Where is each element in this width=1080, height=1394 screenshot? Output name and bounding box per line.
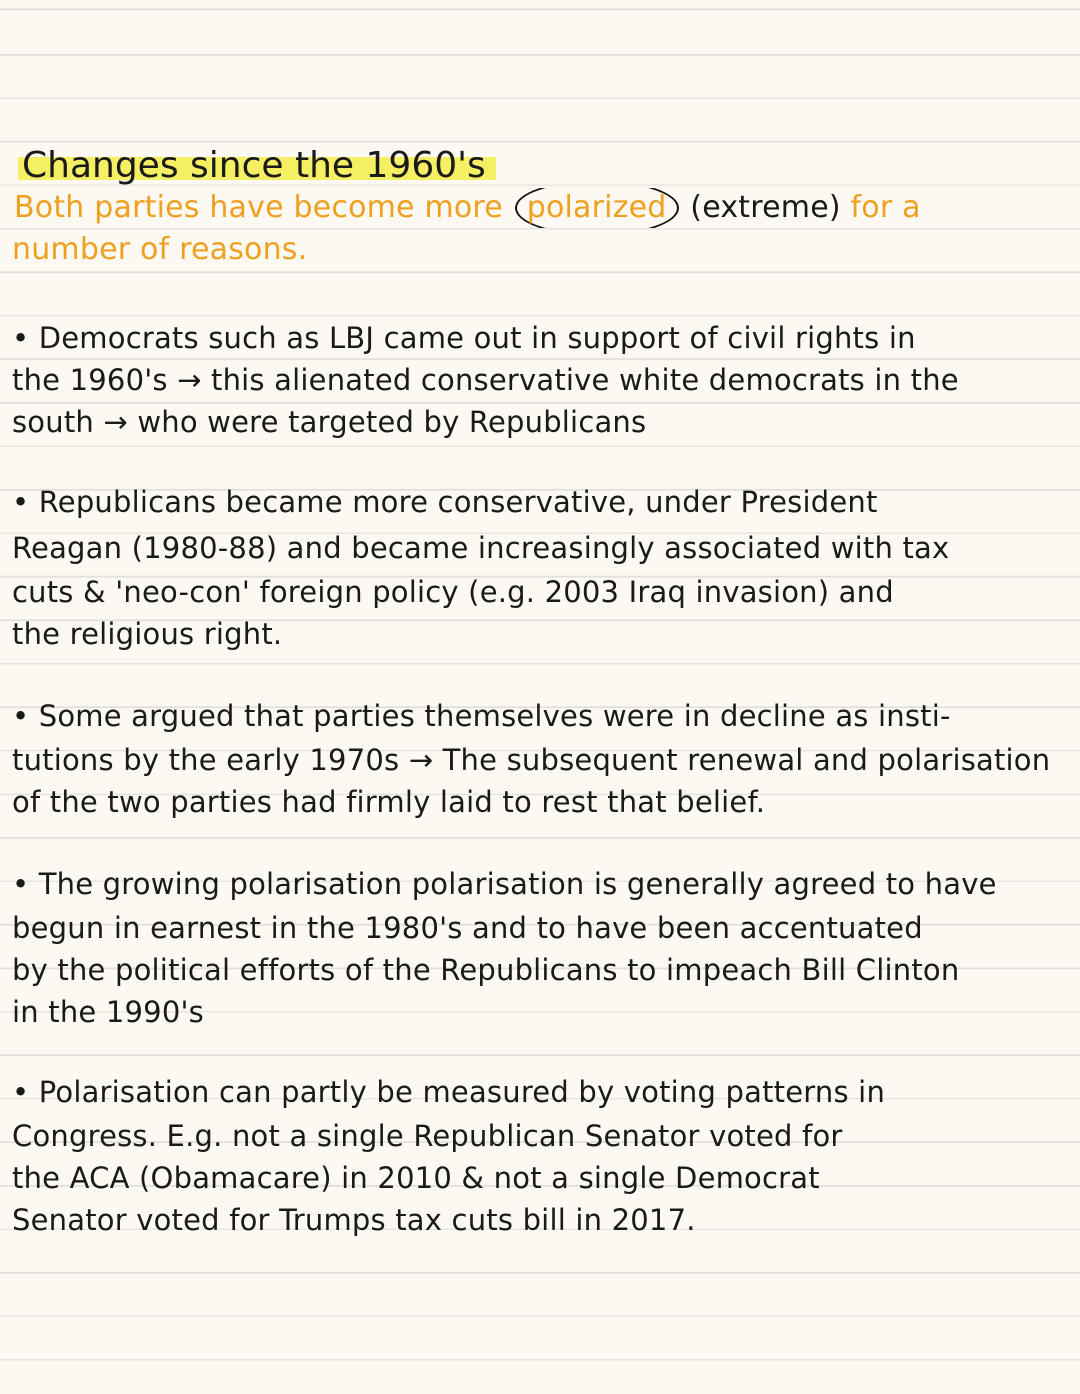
paragraph-5-line-4: Senator voted for Trumps tax cuts bill in 2017. <box>12 1203 696 1237</box>
paragraph-1-line-3: south → who were targeted by Republicans <box>12 405 647 439</box>
paragraph-2-line-2: Reagan (1980-88) and became increasingly associated with tax <box>12 531 950 565</box>
paragraph-2-line-4: the religious right. <box>12 617 283 651</box>
intro-text-end: for a <box>850 190 921 225</box>
intro-text: Both parties have become more <box>14 190 503 225</box>
page-title: Changes since the 1960's <box>18 144 496 188</box>
paragraph-5-line-3: the ACA (Obamacare) in 2010 & not a single Democrat <box>12 1161 820 1195</box>
paragraph-4-line-2: begun in earnest in the 1980's and to have been accentuated <box>12 911 923 945</box>
intro-line-2: number of reasons. <box>12 232 308 267</box>
paragraph-4-line-1: • The growing polarisation polarisation is generally agreed to have <box>12 867 997 901</box>
paragraph-4-line-4: in the 1990's <box>12 995 204 1029</box>
paragraph-3-line-2: tutions by the early 1970s → The subsequent renewal and polarisation <box>12 743 1051 777</box>
circled-word: polarized <box>515 188 679 228</box>
paragraph-2-line-3: cuts & 'neo-con' foreign policy (e.g. 2003 Iraq invasion) and <box>12 575 894 609</box>
paragraph-4-line-3: by the political efforts of the Republicans to impeach Bill Clinton <box>12 953 960 987</box>
paragraph-2-line-1: • Republicans became more conservative, under President <box>12 485 878 519</box>
paragraph-1-line-2: the 1960's → this alienated conservative white democrats in the <box>12 363 959 397</box>
intro-line-1 <box>14 188 1074 228</box>
paragraph-5-line-1: • Polarisation can partly be measured by voting patterns in <box>12 1075 886 1109</box>
paragraph-3-line-3: of the two parties had firmly laid to rest that belief. <box>12 785 766 819</box>
paragraph-1-line-1: • Democrats such as LBJ came out in support of civil rights in <box>12 321 916 355</box>
paragraph-5-line-2: Congress. E.g. not a single Republican Senator voted for <box>12 1119 843 1153</box>
intro-parenthetical: (extreme) <box>690 190 841 225</box>
paragraph-3-line-1: • Some argued that parties themselves were in decline as insti- <box>12 699 951 733</box>
